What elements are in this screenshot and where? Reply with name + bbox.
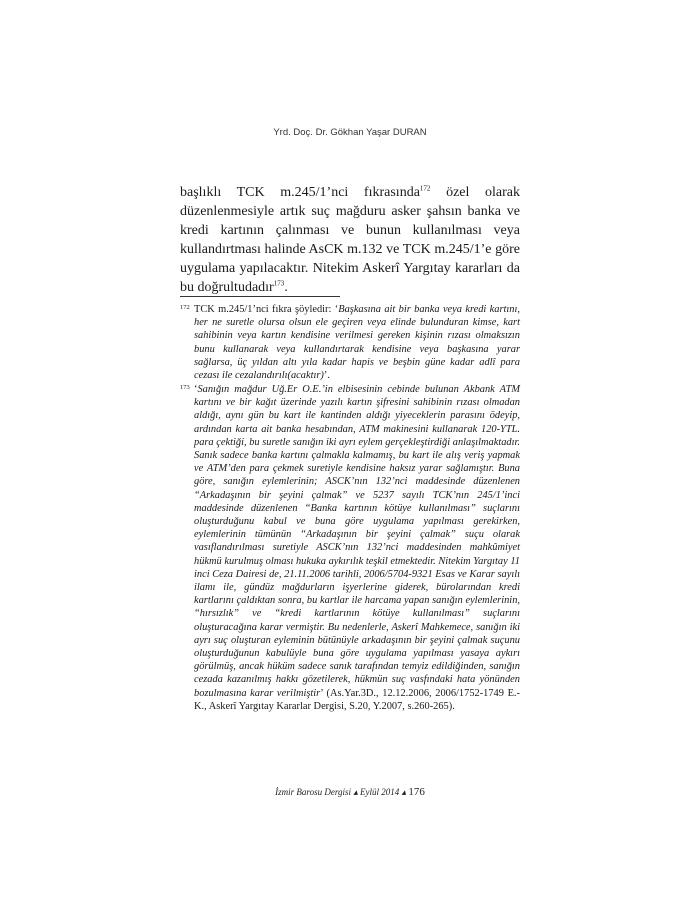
page-footer <box>0 786 700 798</box>
footer-journal: İzmir Barosu Dergisi <box>275 787 352 797</box>
footnote-quote: Sanığın mağdur Uğ.Er O.E.’in elbisesinin cebinde bulunan Akbank ATM kartını ve bir kağıt üzerinde yazılı kartın şifresini sahibinin rızası olmadan aldığı, aynı gün bu kart ile kantinden aldığı yiyeceklerin parasını ödeyip, ardından karta ait banka hesabından, ATM makinesini kullanarak 120-YTL. para çektiği, bu suretle sanığın iki ayrı eylem gerçekleştirdiği anlaşılmaktadır. Sanık sadece banka kartını çalmakla kalmamış, bu kart ile alış veriş yapmak ve ATM’den para çekmek suretiyle kendisine haksız yarar sağlamıştır. Buna göre, sanığın eylemlerinin; ASCK’nın 132’nci maddesinde düzenlenen “Arkadaşının bir şeyini çalmak” ve 5237 sayılı TCK’nın 245/1’inci maddesinde düzenlenen “Banka kartının kötüye kullanılması” suçlarını oluşturduğunu kabul ve buna göre uygulama yapılması gerekirken, eylemlerinin tümünün “Arkadaşının bir şeyini çalmak” suçu olarak vasıflandırılması suretiyle ASCK’nın 132’nci maddesinden mahkûmiyet hükmü kurulmuş olması hukuka aykırılık teşkil etmektedir. Nitekim Yargıtay 11 inci Ceza Dairesi de, 21.11.2006 tarihli, 2006/5704-9321 Esas ve Karar sayılı ilamı ile, gündüz mağdurların işyerlerine giderek, bürolarından kredi kartlarını çaldıktan sonra, bu kartlar ile harcama yapan sanığın eylemlerinin, “hırsızlık” ve “kredi kartlarının kötüye kullanılması” suçlarını oluşturacağına karar vermiştir. Bu nedenlerle, Askerî Mahkemece, sanığın iki ayrı suç oluşturan eyleminin bütünüyle arkadaşının bir şeyini çalmak suçunu oluşturduğunun kabulüyle buna göre uygulama yapılması yasaya aykırı görülmüş, ancak hüküm sadece sanık tarafından temyiz edildiğinden, sanığın cezada kazanılmış hakkı gözetilerek, hükmün suç vasfındaki hata yönünden bozulmasına karar verilmiştir <box>194 384 520 699</box>
footnote-separator <box>180 296 340 297</box>
body-text-part2: özel olarak düzenlenmesiyle artık suç mağduru asker şahsın banka ve kredi kartının çalınması ve bunun kullanılması veya kullandırtması halinde AsCK m.132 ve TCK m.245/1’e göre uygulama yapılacaktır. Nitekim Askerî Yargıtay kararları da bu doğrultudadır <box>180 185 520 295</box>
footnote-ref-172[interactable]: 172 <box>419 184 431 193</box>
footer-date: Eylül 2014 <box>360 787 400 797</box>
footnote-lead: TCK m.245/1’nci fıkra şöyledir: ‘ <box>194 304 339 315</box>
footer-separator: ▴ <box>351 787 361 797</box>
footnote-tail: ’ (As.Yar.3D., 12.12.2006, 2006/1752-1749 E.-K., Askerî Yargıtay Kararlar Dergisi, S.20, Y.2007, s.260-265). <box>194 687 520 712</box>
footnote-text <box>194 383 520 713</box>
footnote-text <box>194 303 520 382</box>
body-paragraph <box>180 183 520 297</box>
footnote-number: 173 <box>180 384 190 391</box>
footnote-173 <box>180 383 520 713</box>
footnote-number: 172 <box>180 304 190 311</box>
header-author: Yrd. Doç. Dr. Gökhan Yaşar DURAN <box>273 127 427 138</box>
footnote-quote: Başkasına ait bir banka veya kredi kartını, her ne suretle olursa olsun ele geçiren veya elinde bulunduran kimse, kart sahibinin veya kartın kendisine verilmesi gereken kişinin rızası olmaksızın bunu kullanarak veya kullandırtarak kendisine veya başkasına yarar sağlarsa, üç yıldan altı yıla kadar hapis ve beşbin güne kadar adlî para cezası ile cezalandırılı(acaktır) <box>194 304 520 382</box>
footnote-172 <box>180 303 520 382</box>
running-header <box>0 127 700 138</box>
page-number: 176 <box>408 786 425 798</box>
footnote-ref-173[interactable]: 173 <box>273 279 285 288</box>
footnote-lead: ‘ <box>194 384 198 395</box>
body-text-part3: . <box>284 280 288 295</box>
footnote-tail: ’. <box>323 370 330 382</box>
body-text-part1: başlıklı TCK m.245/1’nci fıkrasında <box>180 185 420 200</box>
footer-separator: ▴ <box>399 787 409 797</box>
